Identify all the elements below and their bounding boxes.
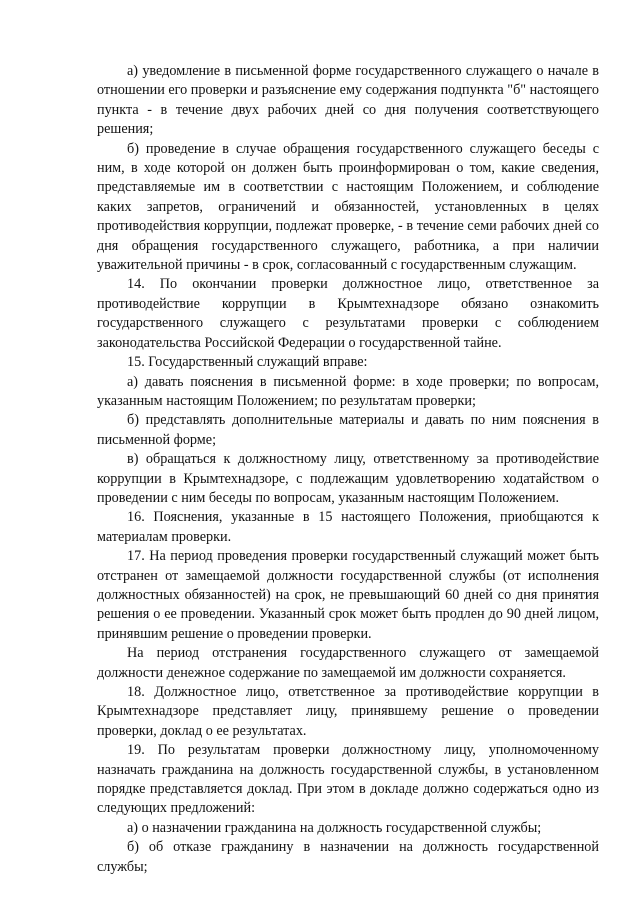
paragraph-14: 14. По окончании проверки должностное лицо, ответственное за противодействие коррупции в Крымтехнадзоре обязано ознакомить государственного служащего с результатами проверки с соблюдением законодательства Российской Федерации о государственной тайне. [97, 276, 599, 351]
paragraph-15: 15. Государственный служащий вправе: [127, 354, 368, 371]
paragraph-19a: а) о назначении гражданина на должность государственной службы; [127, 819, 542, 836]
paragraph-19b: б) об отказе гражданину в назначении на должность государственной службы; [97, 839, 599, 875]
paragraph-13b: б) проведение в случае обращения государственного служащего беседы с ним, в ходе которой он должен быть проинформирован о том, какие сведения, представляемые им в соответствии с настоящим Положением, и соблюдение каких запретов, ограничений и обязанностей, установленных в целях противодействия коррупции, подлежат проверке, - в течение семи рабочих дней со дня обращения государственного служащего, работника, а при наличии уважительной причины - в срок, согласованный с государственным служащим. [97, 140, 599, 274]
paragraph-19: 19. По результатам проверки должностному лицу, уполномоченному назначать гражданина на должность государственной службы, в установленном порядке представляется доклад. При этом в докладе должно содержаться одно из следующих предложений: [97, 742, 599, 817]
paragraph-15v: в) обращаться к должностному лицу, ответственному за противодействие коррупции в Крымтехнадзоре, с подлежащим удовлетворению ходатайством о проведении с ним беседы по вопросам, указанным настоящим Положением. [97, 451, 599, 506]
paragraph-17: 17. На период проведения проверки государственный служащий может быть отстранен от замещаемой должности государственной службы (от исполнения должностных обязанностей) на срок, не превышающий 60 дней со дня принятия решения о ее проведении. Указанный срок может быть продлен до 90 дней лицом, принявшим решение о проведении проверки. [97, 548, 599, 642]
paragraph-13a: а) уведомление в письменной форме государственного служащего о начале в отношении его проверки и разъяснение ему содержания подпункта "б" настоящего пункта - в течение двух рабочих дней со дня получения соответствующего решения; [97, 63, 599, 138]
paragraph-18: 18. Должностное лицо, ответственное за противодействие коррупции в Крымтехнадзоре представляет лицу, принявшему решение о проведении проверки, доклад о ее результатах. [97, 684, 599, 739]
paragraph-16: 16. Пояснения, указанные в 15 настоящего Положения, приобщаются к материалам проверки. [97, 509, 599, 545]
document-body [97, 62, 599, 877]
paragraph-15a: а) давать пояснения в письменной форме: в ходе проверки; по вопросам, указанным настоящим Положением; по результатам проверки; [97, 373, 599, 409]
paragraph-15b: б) представлять дополнительные материалы и давать по ним пояснения в письменной форме; [97, 412, 599, 448]
paragraph-17-suspension: На период отстранения государственного служащего от замещаемой должности денежное содержание по замещаемой им должности сохраняется. [97, 645, 599, 681]
